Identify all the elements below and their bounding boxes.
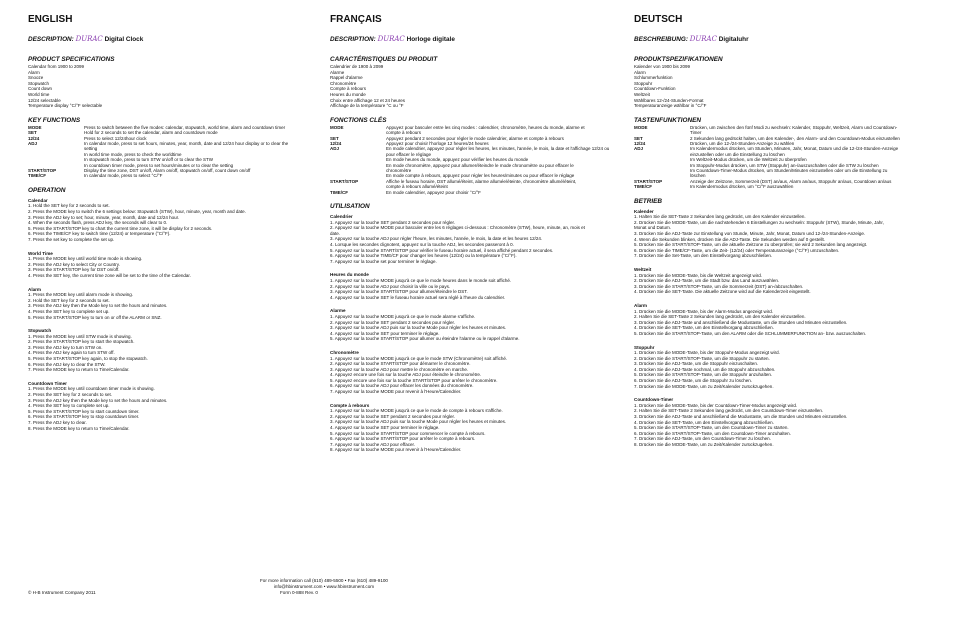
instruction-line: 3. Appuyez sur la touche ADJ pour mettre le chronomètre en marche.: [330, 366, 469, 372]
key-row: [28, 173, 320, 178]
instruction-line: 2. Appuyez sur la touche SET pendant 2 secondes pour régler.: [330, 413, 456, 419]
operation-subheading: Heures du monde: [330, 272, 369, 278]
spec-item: Stopwatch: [28, 80, 50, 86]
instruction-line: 3. Press the ADJ key to turn STW on.: [28, 344, 103, 350]
instruction-line: 2. Press the START/STOP key to start the stopwatch.: [28, 339, 135, 345]
key-name: SET: [634, 135, 643, 141]
instruction-line: 4. Drücken Sie die SET-Taste. Die aktuelle Zeitzone wird auf die Kalenderzeit eingestellt.: [634, 289, 811, 295]
spec-item: Temperature display °C/°F selectable: [28, 103, 103, 109]
instruction-line: 1. Halten Sie die SET-Taste 2 Sekunden lang gedrückt, um den Kalender einzustellen.: [634, 214, 806, 220]
instruction-line: 7. Appuyez sur la touche ADJ pour effacer.: [330, 441, 415, 447]
key-description: In calendar mode, press to select °C/°F: [84, 173, 163, 179]
instruction-line: 3. Appuyez sur la touche ADJ puis sur la touche Mode pour régler les heures et minutes.: [330, 419, 507, 425]
instruction-line: 5. Appuyez sur la touche START/STOP pour vérifier le fuseau horaire actuel, il sera affiché pendant 2 secondes.: [330, 247, 554, 253]
key-description: En mode compte à rebours, appuyez pour régler les heures/minutes ou pour effacer le réglage: [386, 173, 575, 179]
operation-subheading: Weltzeit: [634, 266, 652, 272]
operation-subheading: Countdown Timer: [28, 380, 67, 386]
key-name: START/STOP: [634, 178, 663, 184]
instruction-line: 4. Wenn die Sekunden blinken, drücken Sie die ADJ-Taste. Die Sekunden werden auf 0 gestellt.: [634, 236, 826, 242]
key-description: En mode calendrier, appuyez pour choisir °C/°F: [386, 189, 481, 195]
language-heading: ENGLISH: [28, 14, 73, 25]
key-functions-heading: TASTENFUNKTIONEN: [634, 116, 701, 124]
instruction-line: 1. Drücken Sie die MODE-Taste, bis der Countdown-Timer-Modus angezeigt wird.: [634, 402, 798, 408]
instruction-line: 6. Drücken Sie die ADJ-Taste, um die Stoppuhr zu löschen.: [634, 378, 753, 384]
instruction-line: 4. Appuyez sur la touche SET le fuseau horaire actuel sera réglé à l'heure du calendrier.: [330, 294, 506, 300]
key-name: START/STOP: [330, 178, 359, 184]
key-name: MODE: [330, 124, 344, 130]
instruction-line: 1. Appuyez sur la touche SET pendant 2 secondes pour régler.: [330, 219, 456, 225]
operation-heading: BETRIEB: [634, 197, 663, 205]
instruction-line: 6. Press the TIME/CF key to switch time (12/24) or temperature (°C/°F).: [28, 231, 171, 237]
operation-subheading: Alarm: [28, 286, 42, 292]
key-name: TIME/CF: [634, 184, 652, 190]
instruction-line: 4. Appuyez encore une fois sur la touche ADJ pour éteindre le chronomètre.: [330, 372, 482, 378]
description-text: Digitaluhr: [718, 36, 749, 43]
instruction-line: 8. Appuyez sur la touche MODE pour revenir à l'Heure/Calendrier.: [330, 447, 462, 453]
specifications-heading: CARACTÉRISTIQUES DU PRODUIT: [330, 56, 438, 63]
key-name: SET: [28, 130, 37, 136]
operation-subheading: Compte à rebours: [330, 402, 370, 408]
section-gap: [28, 373, 320, 377]
instruction-line: 2. Press the MODE key to switch the 6 settings below: Stopwatch (STW), hour, minute, year, month and date.: [28, 209, 246, 214]
spec-item: Kalender von 1900 bis 2099: [634, 64, 691, 69]
key-name: SET: [330, 135, 339, 141]
instruction-line: 5. Appuyez encore une fois sur la touche START/STOP pour arrêter le chronomètre.: [330, 377, 498, 383]
key-functions-table: [330, 125, 620, 195]
instruction-line: 2. Appuyez sur la touche SET pendant 2 secondes pour régler.: [330, 319, 456, 325]
spec-item: Calendrier de 1900 à 2099: [330, 64, 384, 69]
instruction-line: 4. Appuyez sur la touche SET pour terminer le réglage.: [330, 330, 440, 336]
operation-subheading: World Time: [28, 250, 53, 256]
key-description: einzustellen oder um die Einstellung zu löschen: [690, 151, 785, 157]
key-description: Hold for 2 seconds to set the calendar, alarm and countdown mode: [84, 130, 218, 136]
spec-item: Wählbares 12-/24-Stunden-Format: [634, 97, 704, 103]
instruction-line: 5. Press the START/STOP key to chart the current time zone, it will be display for 2 seconds.: [28, 225, 213, 231]
operation-subheading: Alarm: [634, 302, 648, 308]
instruction-line: 4. When the seconds flash, press ADJ key, the seconds will clear to 0.: [28, 220, 168, 226]
instruction-line: 5. Press the START/STOP key to turn on or off the ALARM or SNZ.: [28, 314, 162, 320]
key-description: En mode calendrier, appuyez pour régler les heures, les minutes, l'année, le mois, la date et l'affichage 12/24 ou: [386, 146, 610, 152]
instruction-line: 5. Appuyez sur la touche START/STOP pour commencer le compte à rebours.: [330, 430, 486, 436]
instruction-line: 5. Drücken Sie die START/STOP-Taste, um den ALARM oder die SCHLUMMERFUNKTION an- bzw. auszuschalten.: [634, 330, 867, 336]
instruction-line: 3. Drücken Sie die START/STOP-Taste, um die Sommerzeit (DST) an-/abzuschalten.: [634, 283, 804, 289]
instruction-line: 3. Appuyez sur la touche START/STOP pour allumer/éteindre le DST.: [330, 289, 468, 295]
key-name: ADJ: [28, 140, 38, 146]
spec-item: Snooze: [28, 75, 44, 81]
instruction-line: 5. Drücken Sie die START/STOP-Taste, um den Countdown-Timer zu starten.: [634, 425, 789, 431]
instruction-line: 3. Press the ADJ key then the Mode key to set the hours and minutes.: [28, 303, 168, 309]
specifications-heading: PRODUCT SPECIFICATIONS: [28, 56, 115, 63]
section-gap: [330, 342, 620, 346]
instruction-line: 5. Drücken Sie die START/STOP-Taste, um die Stoppuhr anzuhalten.: [634, 372, 773, 378]
instruction-line: 1. Drücken Sie die MODE-Taste, bis der Stoppuhr-Modus angezeigt wird.: [634, 350, 780, 356]
description-text: Horloge digitale: [406, 36, 455, 43]
key-functions-heading: FONCTIONS CLÉS: [330, 116, 387, 124]
instruction-line: 7. Drücken Sie die ADJ-Taste, um den Countdown-Timer zu löschen.: [634, 436, 771, 442]
key-description: Im Weltzeit-Modus drücken, um die Weltzeit zu überprüfen: [690, 157, 807, 163]
spec-item: Rappel d'alarme: [330, 75, 363, 81]
key-name: 12/24: [28, 135, 40, 141]
spec-item: Temperaturanzeige wählbar in °C/°F: [634, 103, 707, 109]
key-description: Press to switch between the five modes: calendar, stopwatch, world time, alarm and countdown timer: [84, 124, 286, 130]
spec-item: Countdown-Funktion: [634, 86, 676, 92]
instruction-line: 6. Drücken Sie die START/STOP-Taste, um den Countdown-Timer anzuhalten.: [634, 430, 791, 436]
key-description: Press to select 12/24hour clock: [84, 135, 147, 141]
instruction-line: 1. Appuyez sur la touche MODE jusqu'à ce que le mode de compte à rebours s'affiche.: [330, 408, 503, 414]
spec-item: Choix entre affichage 12 et 24 heures: [330, 97, 405, 103]
key-description: Affiche le fuseau horaire, DST allumé/éteint, alarme allumée/éteinte, chronomètre allumé/éteint,: [386, 178, 577, 184]
instruction-line: 5. Press the START/STOP key to start countdown timer.: [28, 408, 140, 414]
instruction-line: 1. Press the MODE key until STW mode is showing.: [28, 333, 132, 339]
section-gap: [330, 264, 620, 268]
instruction-line: 6. Drücken Sie die TIME/CF-Taste, um die Zeit- (12/24) oder Temperaturanzeige (°C/°F) umzuschalten.: [634, 247, 840, 253]
instruction-line: 3. Press the ADJ key then the Mode key to set the hours and minutes.: [28, 397, 168, 403]
key-functions-table: [28, 125, 320, 179]
instruction-line: 2. Halten Sie die SET-Taste 2 Sekunden lang gedrückt, um den Countdown-Timer einzustellen.: [634, 408, 824, 414]
spec-item: World time: [28, 91, 50, 97]
instruction-line: 7. Drücken Sie die MODE-Taste, um zu Zeit/Kalender zurückzugehen.: [634, 383, 774, 389]
key-description: Im Stoppuhr-Modus drücken, um STW (Stoppuhr) an-/auszuschalten oder die STW zu löschen: [690, 162, 879, 168]
german-column: [634, 14, 926, 448]
instruction-line: 1. Drücken Sie die MODE-Taste, bis der Alarm-Modus angezeigt wird.: [634, 308, 774, 314]
instruction-line: 4. Lorsque les secondes clignotent, appuyez sur la touche ADJ, les secondes passeront à 0.: [330, 242, 514, 247]
instruction-line: 3. Appuyez sur la touche ADJ puis sur la touche Mode pour régler les heures et minutes.: [330, 325, 507, 331]
instruction-line: 8. Drücken Sie die MODE-Taste, um zu Zeit/Kalender zurückzugehen.: [634, 442, 774, 447]
instruction-line: 1. Hold the SET key for 2 seconds to set.: [28, 203, 110, 209]
brand-logo: DURAC: [377, 35, 405, 43]
key-description: In world time mode, press to check the worldtime: [84, 151, 182, 157]
footer-contact: For more information call (610) 489-5500 • Fax (610) 489-9100: [259, 578, 388, 583]
operation-heading: OPERATION: [28, 186, 66, 194]
instruction-line: 4. Press the ADJ key again to turn STW off.: [28, 350, 115, 356]
instruction-line: 1. Press the MODE key until countdown timer mode is showing.: [28, 386, 155, 392]
key-description: Display the time zone, DST on/off, Alarm on/off, stopwatch on/off, count down on/off: [84, 168, 251, 173]
instruction-line: 1. Drücken Sie die MODE-Taste, bis die Weltzeit angezeigt wird.: [634, 272, 762, 278]
instruction-line: 1. Press the MODE key until world time mode is showing.: [28, 256, 143, 262]
instruction-line: 3. Press the ADJ key to set; hour, minute, year, month, date and 12/24 hour.: [28, 214, 180, 220]
description-line: [634, 35, 926, 43]
operation-subheading: Alarme: [330, 308, 346, 314]
description-label: DESCRIPTION:: [330, 36, 376, 43]
key-description: compte à rebours: [386, 130, 422, 136]
instruction-line: 1. Press the MODE key until alarm mode is showing.: [28, 292, 134, 298]
instruction-line: 7. Appuyez sur la touche set pour terminer le réglage.: [330, 258, 437, 264]
english-column: [28, 14, 320, 431]
section-gap: [330, 300, 620, 304]
key-name: 12/24: [634, 140, 646, 146]
key-description: 2 Sekunden lang gedrückt halten, um den Kalender-, den Alarm- und den Countdown-Modus einzustellen: [690, 135, 900, 141]
key-name: TIME/CF: [28, 173, 46, 179]
section-gap: [28, 320, 320, 324]
key-description: pour effacer le réglage: [386, 151, 431, 157]
operation-subheading: Stopwatch: [28, 328, 52, 334]
instruction-line: 3. Drücken Sie die ADJ-Taste zur Einstellung von Stunde, Minute, Jahr, Monat, Datum und 12-/24-Stunden-Anzeige.: [634, 231, 866, 236]
key-description: chronomètre: [386, 168, 412, 173]
instruction-line: 6. Appuyez sur la touche TIME/CF pour changer les heures (12/24) ou la température (°C/°F).: [330, 253, 517, 259]
key-description: Anzeige der Zeitzone, Sommerzeit (DST) an/aus, Alarm an/aus, Stoppuhr an/aus, Countdown an/aus: [690, 178, 892, 184]
description-text: Digital Clock: [104, 36, 144, 43]
spec-item: Stoppuhr: [634, 80, 653, 86]
key-description: setting: [84, 146, 98, 152]
instruction-line: 3. Drücken Sie die ADJ-Taste und anschließend die Modustaste, um die Stunden und Minuten einzustellen.: [634, 414, 848, 420]
copyright: © H-B Instrument Company 2011: [28, 590, 96, 595]
key-row: [634, 184, 926, 189]
instruction-line: 2. Appuyez sur la touche MODE pour basculer entre les 6 réglages ci-dessous : Chronomètre (STW), heure, minute, an, mois et: [330, 225, 585, 231]
spec-item: Heures du monde: [330, 91, 366, 97]
key-functions-heading: KEY FUNCTIONS: [28, 116, 81, 124]
operation-subheading: Chronomètre: [330, 349, 359, 355]
instruction-line: 2. Drücken Sie die MODE-Taste, um die nachstehenden 6 Einstellungen zu wechseln: Stoppuhr (STW), Stunde, Minute, Jahr,: [634, 219, 884, 225]
instruction-line: 1. Appuyez sur la touche MODE jusqu'à ce que le mode alarme s'affiche.: [330, 313, 476, 319]
brand-logo: DURAC: [689, 35, 717, 43]
instruction-line: Monat und Datum.: [634, 225, 672, 231]
key-description: löschen: [690, 173, 706, 179]
operation-subheading: Calendar: [28, 197, 48, 203]
instruction-line: 3. Drücken Sie die ADJ-Taste, um die Stoppuhr einzuschalten.: [634, 361, 759, 367]
section-gap: [634, 389, 926, 393]
brand-logo: DURAC: [75, 35, 103, 43]
instruction-line: 4. Appuyez sur la touche SET pour terminer le réglage.: [330, 425, 440, 431]
spec-item: Alarm: [634, 69, 646, 75]
operation-subheading: Calendrier: [330, 214, 353, 220]
instruction-line: 5. Appuyez sur la touche START/STOP pour allumer ou éteindre l'alarme ou le rappel d'alarme.: [330, 336, 520, 342]
instruction-line: 3. Drücken Sie die ADJ-Taste und anschließend die Modustaste, um die Stunden und Minuten einzustellen.: [634, 319, 848, 325]
instruction-line: 1. Appuyez sur la touche MODE jusqu'à ce que le mode heures dans le monde soit affiché.: [330, 277, 512, 283]
instruction-line: 4. Drücken Sie die SET-Taste, um den Einstellvorgang abzuschließen.: [634, 419, 774, 425]
key-description: Drücken, um die 12-/24-Stunden-Anzeige zu wählen: [690, 140, 795, 146]
operation-subheading: Stoppuhr: [634, 344, 655, 350]
spec-item: Alarme: [330, 69, 345, 75]
key-description: compte à rebours allumé/éteint: [386, 184, 448, 190]
instruction-line: 7. Drücken Sie die Set-Taste, um den Einstellvorgang abzuschließen.: [634, 253, 773, 259]
section-gap: [634, 295, 926, 299]
key-description: Im Countdown-Timer-Modus drücken, um Stunden/Minuten einzustellen oder um die Einstellung zu: [690, 168, 888, 173]
instruction-line: 7. Press the ADJ key to clear.: [28, 420, 87, 425]
key-row: [330, 190, 620, 195]
instruction-line: 2. Hold the SET key for 2 seconds to set.: [28, 297, 110, 303]
key-description: Timer: [690, 130, 702, 136]
instruction-line: 6. Appuyez sur la touche ADJ pour effacer les données du chronomètre.: [330, 383, 474, 389]
key-name: MODE: [28, 124, 42, 130]
section-gap: [28, 279, 320, 283]
instruction-line: 2. Appuyez sur la touche ADJ pour choisir la ville ou le pays.: [330, 283, 451, 289]
key-description: Im Kalendermodus drücken, um Stunden, Minuten, Jahr, Monat, Datum und die 12-/24-Stunden-Anzeige: [690, 146, 899, 152]
key-description: En mode chronomètre, appuyez pour allumer/éteindre le mode chronomètre ou pour effacer le: [386, 162, 574, 168]
footer: [28, 578, 620, 596]
key-description: In countdown timer mode, press to set hours/minutes or to clear the setting: [84, 162, 234, 168]
instruction-line: 3. Press the START/STOP key for DST on/off.: [28, 267, 120, 273]
footer-web: info@hbinstrument.com • www.hbinstrument.com: [273, 584, 375, 589]
section-gap: [28, 243, 320, 247]
instruction-line: 6. Press the START/STOP key to stop countdown timer.: [28, 414, 140, 420]
instruction-line: 2. Drücken Sie die ADJ-Taste, um die Stadt bzw. das Land auszuwählen.: [634, 278, 780, 284]
key-description: In stopwatch mode, press to turn STW on/off or to clear the STW: [84, 157, 213, 163]
instruction-line: 1. Appuyez sur la touche MODE jusqu'à ce que le mode STW (Chronomètre) soit affiché.: [330, 355, 508, 361]
instruction-line: 2. Drücken Sie die START/STOP-Taste, um die Stoppuhr zu starten.: [634, 355, 770, 361]
key-description: En mode heures du monde, appuyez pour vérifier les heures du monde: [386, 157, 529, 163]
key-description: Appuyez pendant 2 secondes pour régler le mode calendrier, alarme et compte à rebours: [386, 135, 564, 141]
spec-item: Weltzeit: [634, 91, 650, 97]
instruction-line: 2. Press the ADJ key to select City or Country.: [28, 261, 120, 267]
operation-subheading: Countdown-Timer: [634, 397, 674, 403]
language-heading: DEUTSCH: [634, 14, 683, 25]
instruction-line: 4. Press the SET key, the current time zone will be set to the time of the Calendar.: [28, 272, 191, 278]
key-name: 12/24: [330, 140, 342, 146]
key-name: ADJ: [330, 146, 340, 152]
instruction-line: 5. Drücken Sie die START/STOP-Taste, um die aktuelle Zeitzone zu überprüfen; sie wird 2 Sekunden lang angezeigt.: [634, 242, 868, 248]
instruction-line: 4. Press the SET key to complete set up.: [28, 308, 110, 314]
instruction-line: 8. Press the MODE key to return to Time/Calendar.: [28, 425, 130, 431]
french-column: [330, 14, 620, 453]
instruction-line: 7. Appuyez sur la touche MODE pour revenir à l'Heure/Calendrier.: [330, 389, 462, 395]
description-label: DESCRIPTION:: [28, 36, 74, 43]
instruction-line: 4. Press the SET key to complete set up.: [28, 403, 110, 409]
instruction-line: 6. Appuyez sur la touche START/STOP pour arrêter le compte à rebours.: [330, 436, 476, 442]
instruction-line: 4. Drücken Sie die ADJ-Taste nochmal, um die Stoppuhr abzuschalten.: [634, 366, 776, 372]
spec-item: Alarm: [28, 69, 40, 75]
instruction-line: 7. Press the MODE key to return to Time/Calendar.: [28, 367, 130, 373]
instruction-line: 6. Press the ADJ key to clear the STW.: [28, 361, 106, 367]
specifications-heading: PRODUKTSPEZIFIKATIONEN: [634, 56, 723, 63]
spec-item: Chronomètre: [330, 80, 357, 86]
key-name: START/STOP: [28, 168, 57, 173]
instruction-line: 2. Press the SET key for 2 seconds to set.: [28, 392, 112, 398]
key-description: Appuyez pour choisir l'horloge 12 heures/24 heures: [386, 140, 489, 146]
instruction-line: 2. Halten Sie die SET-Taste 2 Sekunden lang gedrückt, um den Kalender einzustellen.: [634, 314, 806, 320]
instruction-line: date.: [330, 230, 341, 236]
operation-subheading: Kalender: [634, 208, 654, 214]
section-gap: [330, 395, 620, 399]
operation-heading: UTILISATION: [330, 203, 370, 211]
spec-item: Affichage de la température °C ou °F: [330, 103, 404, 109]
description-line: [28, 35, 320, 43]
key-description: Appuyez pour basculer entre les cinq modes : calendrier, chronomètre, heures du monde, alarme et: [386, 124, 585, 130]
instruction-line: 3. Appuyez sur la touche ADJ pour régler l'heure, les minutes, l'année, le mois, la date et les heures 12/24.: [330, 236, 543, 242]
key-name: TIME/CF: [330, 189, 348, 195]
section-gap: [634, 259, 926, 263]
instruction-line: 7. Press the set key to complete the set up.: [28, 236, 115, 242]
key-description: Drücken, um zwischen den fünf Modi zu wechseln: Kalender, Stoppuhr, Weltzeit, Alarm und Countdown-: [690, 124, 898, 130]
key-description: Im Kalendermodus drücken, um °C/°F auszuwählen: [690, 184, 794, 190]
spec-item: Calendar from 1900 to 2099: [28, 64, 85, 69]
spec-item: Schlummerfunktion: [634, 75, 673, 81]
key-functions-table: [634, 125, 926, 190]
key-description: In calendar mode, press to set hours, minutes, year, month, date and 12/24 hour display or to clear the: [84, 140, 289, 146]
description-line: [330, 35, 620, 43]
section-gap: [634, 337, 926, 341]
spec-item: 12/24 selectable: [28, 97, 61, 103]
language-heading: FRANÇAIS: [330, 14, 382, 25]
instruction-line: 2. Appuyez sur la touche START/STOP pour démarrer le chronomètre.: [330, 361, 471, 367]
form-number: Form 0-888 Rev. 0: [280, 590, 318, 595]
key-name: ADJ: [634, 146, 644, 152]
spec-item: Compte à rebours: [330, 86, 367, 92]
key-name: MODE: [634, 124, 648, 130]
description-label: BESCHREIBUNG:: [634, 36, 688, 43]
spec-item: Count down: [28, 86, 53, 92]
instruction-line: 5. Press the START/STOP key again, to stop the stopwatch.: [28, 356, 148, 362]
instruction-line: 4. Drücken Sie die SET-Taste, um den Einstellvorgang abzuschließen.: [634, 325, 774, 331]
